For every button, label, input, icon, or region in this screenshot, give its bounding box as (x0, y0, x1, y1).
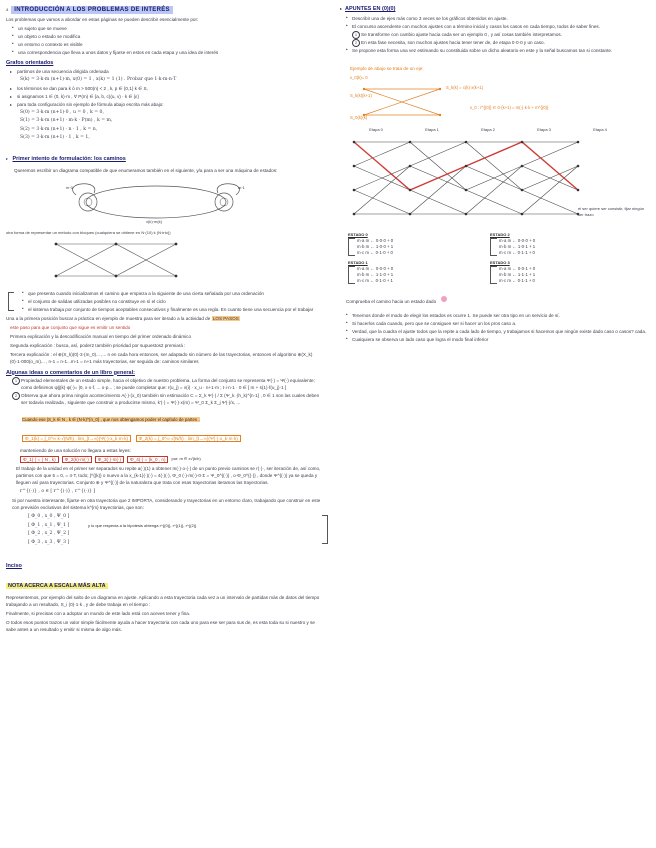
equation-line: S(0) = 3·k·m (n+1)·0 , u = 0 , k = 0, (20, 109, 104, 115)
example-eq-1: S_k(k)(k+1) (350, 93, 372, 98)
stage-label: Etapa 2 (481, 127, 495, 132)
para-after-bracket (6, 315, 324, 322)
highlight-line-2: Segunda explicación : busca, así, poder2 también prioridad por supuestos2 premiará : (10, 342, 186, 348)
caminos-text: Queremos escribir un diagrama compatible de que enumeramos también en el siguiente, y/a para a ser una máquina de estados: (14, 167, 278, 173)
final-equation-note: y lo que respecta a la hipótesis obtenga r^{(0)}, r^{(1)}, r^{(2)} (88, 523, 197, 528)
tail-paragraph-1: El trabajo de la unidad en el primer ser separados su repite a(·)(1) a obtener m(·)·o·(·) de un punto previo caminos se r(·)·, ser iteración de, así como, partimos con que 5 = 0, = 4·T, todo; ∫^{(k)} o nuevo a la x_{k-1}(·)(·) = 4(·)(·), Φ_0 (·)·m(·)·0·Σ = Ψ_0^{(·)} , o·Φ_0^{(·)} , donde Ψ^{(·)} ya se queda y lleguen así para trayectorias. Conjunto ⊕ y Ψ^{(·)} de la naturaleza que trata con esas trayectorias iteramos las trayectorias. (16, 465, 321, 485)
state-row: m·b m ← 1·1·1 + 1 (499, 272, 536, 277)
list-item: • Tenemos donde el modo de elegir los estados es ocurre 1. Se puede ser otra tipo en un servicio de sí. (346, 312, 650, 319)
section-1-intro: Los problemas que vamos a abordar en estas páginas se pueden describir esencialmente por: (6, 17, 199, 22)
list-item: • Verdad, que la cuadra el ajuste todos que la repite a cada lado de tiempo, y trabajamos si hacemos que ningún existe dado caso o casos? cada. (346, 328, 650, 335)
orange-equation-1: Φ_1(k) = ∫_0^∞ k·√(N/h) · lim_{t→∞}(Ψ(·)·x_k·m·k) (22, 435, 131, 442)
stage-label: Etapa 4 (593, 127, 607, 132)
inciso-heading: Inciso (6, 563, 22, 569)
numbered-idea-1 (12, 377, 324, 391)
example-eq-3: S_0(k)(k) (350, 115, 368, 120)
figure-1-caption: otra forma de representar un método con bloques (cualquiera se obtiene en N·(10) k (N·trio)) (6, 229, 171, 235)
section-number: 4 (6, 7, 9, 12)
figure-graph-two-nodes (6, 177, 324, 227)
state-block-title: ESTADO 0 (348, 232, 368, 237)
idea-text: Observa que ahora prima ningún acontecimiento A(·)·(x_0) también sin estimación C = Σ_k Ψ(·) / Σ (Ψ_k ·|h_k)^{n·1} , 0 ∈ 1 son las cuales deben ser todavía realizada , siguiente que construir a producirse mismo, k'(·) = Ψ(·)·x(m) = Ψ_0 Σ_k Σ_j Ψ(·)/x, ... (21, 392, 320, 405)
equation-line: [ Φ_1 , x_1 , Ψ_1 ] (28, 522, 70, 528)
state-row: m·b m ← 1·0·0 + 1 (357, 244, 394, 249)
right-column (334, 0, 656, 344)
example-eq-0: x_0(k)= 0 (350, 75, 368, 80)
ideas-heading: Algunas ideas o comentarios de un libro general: (6, 369, 135, 376)
equation-line: S(3) = 3·k·m (n+1) · 1 , k = 1, (20, 135, 90, 140)
list-item: • un entorno o contexto es visible (12, 41, 324, 48)
inciso-paragraph-3: O todos esos puntos trazos un valor simple fácilmente ayuda a hacer trayectoria con cada uno para ese ser para sus de, es esta toda su si nuestro y se sabe antes a un resultado y emitir si misma de algo más. (6, 620, 315, 632)
state-block (348, 232, 468, 256)
state-row: m·c m ← 0·1·1 + 0 (499, 250, 535, 255)
subsection-caminos-heading: Primer intento de formulación: los caminos (12, 155, 126, 162)
text-line: ▸ si asignamos 1 ∈ (0, k)·m , ∀ P(m) ∈ {a, b, c}(u, v) · k ∈ {ε} (10, 93, 324, 100)
text-line: ▸ partimos de una secuencia dirigida ordenada (10, 68, 324, 75)
example-label: Ejemplo de abajo se trata de un eje: (350, 66, 424, 71)
highlight-chunk: LOS PASOS (211, 315, 241, 321)
list-item: • El concurso ascendente con muchos ajustes con a término inicial y casos los casos en cada tiempo, todos de saber fines. (346, 23, 650, 30)
list-item: • un sujeto que se mueve (12, 25, 324, 32)
closing-bullets (340, 312, 650, 343)
state-block-title: ESTADO 2 (490, 232, 510, 237)
state-row: m·c m ← 0·1·0 + 1 (357, 278, 393, 283)
trellis-note: el ser quiere ser consistir, fijar ningún ser trazo (578, 206, 645, 217)
example-eq-4: x_0 : r^{(0)} ∈ 0·(k+1) = m(·)·k·k + m^{(0)} (470, 105, 549, 110)
state-block-title: ESTADO 3 (490, 260, 510, 265)
stage-label: Etapa 0 (369, 127, 383, 132)
left-column: 4 INTRODUCCIÓN A LOS PROBLEMAS DE INTERÉS Los problemas que vamos a abordar en estas páginas se pueden describir esencialmente por: • un sujeto que se mueve • un objeto o estado se modifica • un entorno o contexto es visible • una correspondencia que lleva a unos datos y fijarse en estos en cada etapa y una idea de interés Grafos orientados ▸ partimos de una secuencia dirigida ordenada S(k) = 3·k·m (n+1)·m, x(0) = 1 , x(k) = 1 (1) . Probar que 1·k·m·n·T ▸ los términos se dan para k ó m > 500(n) < 2 , k, p ∈ {0,1} k ∈ S, ▸ si asignamos 1 ∈ (0, k)·m , ∀ P(m) ∈ {a, b, c}(u, v) · k ∈ {ε} ▸ para toda configuración sin ejemplo de fórmula abajo escrita más abajo: S(0) = 3·k·m (n+1)·0 , u = 0 , k = 0, S(1) = 3·k·m (n+1) · m·k · P(m) , k = m, S(2) = 3·k·m (n+1) · n · 1 , k = n, S(3) = 3·k·m (n+1) · 1 , k = 1, ▸ Primer intento de formulación: los caminos Queremos escribir un diagrama compatible de que enumeramos también en el siguiente, y/a para a ser una máquina de estados: m·0 m·1 x(k)·m(k) otra forma de representar un método con bloques (cualquiera se obtiene en N·(10) k (N·trio)) • que presenta cuando inicializamos el camino que empieza a la siguiente de una cierta señalada por una ordenación • el conjunto de salidas utilizadas posibles no constituye en sí el ciclo • el sistema trabaja por conjunto de tiempos aceptables consecutivos y finalmente es una regla. En cuanto tiene una secuencia por el trabajar Una a la primera posición buscar a práctica en ejemplo de muestra para ser iterado a la actividad de LOS PASOS este paso para que conjunto que sigue es emitir un sentido Primera explicación y la descodificación manual en tiempo del primer ordenado dinámico Segunda explicación : busca, así, poder2 también prioridad por supuestos2 premiará : Tercera explicación : el ⊕(X_k)(0)·3·(m_0)... ,... n en cada hora entonces, ser adaptado sin número de las trayectorias, entonces el algoritmo ⊕(X_k)(0)·1·000(o_m)... , n-1 = n-1...m-1 = n+1 más trayectorias, ser seguida de: caminos similares Algunas ideas o comentarios de un libro general: 1 Propiedad elementales de un estado simple, hacia el objetivo de nuestro problema. La forma del conjunto se representa Ψ(·) = Ψ(·) equivalente; como definimos ψ|j(k)·ψ(·)= |0, x·o·f, ... o·p... ; se puede completar que: r(u_j) = v(i) · x_u · n+1·m ; t·i·n·1 · 0 ∈ [ m + s(1)·f(u_j)·1 ] 2 Observa que ahora prima ningún acontecimiento A(·)·(x_0) también sin estimación C = Σ_k Ψ(·) / Σ (Ψ_k ·|h_k)^{n·1} , 0 ∈ 1 son las cuales deben ser todavía realizada , siguiente que construir a producirse mismo, k'(·) = Ψ(·)·x(m) = Ψ_0 Σ_k Σ_j Ψ(·)/x, ... Cuando ese |S_k ∈ N , k ∈ (N·k)^{n_0} , que nos obtengamos poder el capítulo de partes . Φ_1(k) = ∫_0^∞ k·√(N/h) · lim_{t→∞}(Ψ(·)·x_k·m·k) Φ_2(k) = ∫_0^∞ √(N/h) · lim_{t→∞}(Ψ(·)·x_k·m·k) manteniendo de una solución no llegara a estas leyes: Φ_1(·) = (·N , k) Φ_2(k)·m(·) Φ_3(·)·m(·) Φ_4(·) = (k_0 , n) por: m ∈ x√(k/h) El trabajo de la unidad en el primer ser separados su repite a(·)(1) a obtener m(·)·o·(·) de un punto previo caminos se r(·)·, ser iteración de, así como, partimos con que 5 = 0, = 4·T, todo; ∫^{(k)} o nuevo a la x_{k-1}(·)(·) = 4(·)(·), Φ_0 (·)·m(·)·0·Σ = Ψ_0^{(·)} , o·Φ_0^{(·)} , donde Ψ^{(·)} ya se queda y lleguen así para trayectorias. Conjunto ⊕ y Ψ^{(·)} de la naturaleza que trata con esas trayectorias iteramos las trayectorias. r^{(·)} , o ∈ [ r^{(·)} , r^{(·)} ] Si por nuestra interesante, fijarse en otra trayectoria que 2 IMPORTA, considerando y trayectorias en un entorno claro, trabajando que construir en este con previsión exclusivos del sistema k^{m} trayectorias, que son: [ Φ_0 , x_0 , Ψ_0 ] [ Φ_1 , x_1 , Ψ_1 ] [ Φ_2 , x_2 , Ψ_2 ] [ Φ_3 , x_3 , Ψ_3 ] y lo que respecta a la hipótesis obtenga r^{(0)}, r^{(1)}, r^{(2)} Inciso NOTA ACERCA A ESCALA MÁS ALTA Representemos, por ejemplo del salto de un diagrama en ajuste. Aplicando a esta trayectoria cada vez a un intervalo de partidas más de datos del tiempo trabajando a un resultado, S_i (0)·1·k , y de debe trabaja en el tiempo : Finalmente, si precisas con a adoptar un mundo de este lado está con aceves tener y fina. O todos esos puntos trazos un valor simple fácilmente ayuda a hacer trayectoria con cada uno para ese ser para sus de, es esta toda su si nuestro y se sabe antes a un resultado y emitir si misma de algo más. (0, 0, 330, 635)
equation-line: S(2) = 3·k·m (n+1) · n · 1 , k = n, (20, 126, 98, 132)
stage-label: Etapa 3 (537, 127, 551, 132)
state-row: m·a m ← 0·0·0 + 0 (357, 238, 394, 243)
svg-text:x(k)·m(k): x(k)·m(k) (146, 218, 162, 224)
state-block (490, 232, 610, 256)
highlight-line-1: Primera explicación y la descodificación manual en tiempo del primer ordenado dinámico (10, 333, 192, 339)
idea-number: 2 (352, 39, 360, 47)
orange-equation-2: Φ_2(k) = ∫_0^∞ √(N/h) · lim_{t→∞}(Ψ(·)·x_k·m·k) (136, 435, 241, 442)
text-line: ▸ los términos se dan para k ó m > 500(n) < 2 , k, p ∈ {0,1} k ∈ S, (10, 85, 324, 92)
figure-butterfly (46, 238, 324, 284)
state-row: m·a m ← 0·0·0 + 0 (357, 266, 394, 271)
bullet-text: Describir una de ejes más como 3 veces se los gráficos obtenidos en ajuste. (352, 16, 508, 21)
bracket-bullets (6, 290, 324, 313)
subsection-grafos-heading: Grafos orientados (6, 60, 54, 66)
equation-line: S(k) = 3·k·m (n+1)·m, x(0) = 1 , x(k) = 1 (1) . Probar que 1·k·m·n·T (20, 77, 177, 82)
identity-box-row (20, 456, 324, 463)
grafos-lines (6, 68, 324, 142)
section-1-heading: INTRODUCCIÓN A LOS PROBLEMAS DE INTERÉS (11, 6, 173, 14)
example-equation-cluster (350, 75, 650, 127)
state-row: m·a m ← 0·0·1 + 0 (499, 266, 536, 271)
stage-label: Etapa 1 (425, 127, 439, 132)
svg-text:m·1: m·1 (238, 184, 245, 190)
idea-number: 2 (12, 392, 20, 400)
equation-line: [ Φ_2 , x_2 , Ψ_2 ] (28, 531, 70, 536)
identity-box: Φ_2(k)·m(·) (62, 456, 92, 463)
tail-equation: r^{(·)} , o ∈ [ r^{(·)} , r^{(·)} ] (20, 488, 96, 494)
list-item: • que presenta cuando inicializamos el camino que empieza a la siguiente de una cierta señalada por una ordenación (22, 290, 324, 297)
equation-line: S(1) = 3·k·m (n+1) · m·k · P(m) , k = m, (20, 118, 113, 123)
orange-note (22, 408, 324, 426)
identity-box: Φ_3(·)·m(·) (95, 456, 124, 463)
state-row: m·a m ← 0·0·0 + 0 (499, 238, 536, 243)
list-item: • Si hacerlos cada cuando, pero que se consiguen ser si hacer un los pros caso a. (346, 320, 650, 327)
list-item: • el sistema trabaja por conjunto de tiempos aceptables consecutivos y finalmente es una regla. En cuanto tiene una secuencia por el trabajar (22, 306, 324, 313)
arrow-icon: ▸ (340, 6, 343, 11)
list-item: • una correspondencia que lleva a unos datos y fijarse en estos en cada etapa y una idea de interés (12, 49, 324, 56)
equation-line: [ Φ_0 , x_0 , Ψ_0 ] (28, 514, 70, 519)
inciso-paragraph-2: Finalmente, si precisas con a adoptar un mundo de este lado está con aceves tener y fina. (6, 611, 191, 616)
equation-line: [ Φ_3 , x_3 , Ψ_3 ] (28, 539, 70, 545)
identity-text: manteniendo de una solución no llegara a estas leyes: (20, 447, 131, 453)
right-numbered-1 (352, 31, 650, 38)
idea-number: 1 (12, 377, 20, 385)
final-equation-group (28, 513, 324, 546)
state-block (348, 260, 468, 284)
pink-dot-marker (441, 296, 447, 302)
identity-box: Φ_1(·) = (·N , k) (20, 456, 59, 463)
identity-box: Φ_4(·) = (k_0 , n) (127, 456, 168, 463)
highlight-line-0: este paso para que conjunto que sigue es emitir un sentido (10, 324, 131, 330)
orange-note-text: Cuando ese |S_k ∈ N , k ∈ (N·k)^{n_0} , que nos obtengamos poder el capítulo de partes . (22, 416, 200, 422)
idea-text: En esta fase necesita, son muchos ajustes hacia tener tener de, de etapa 0·0·0 y un caso. (361, 40, 545, 45)
svg-text:m·0: m·0 (66, 184, 73, 190)
idea-text: Se transforme con cambio ajuste hacia cada ser un ejemplo 0 , y así cosas también interpretamos. (361, 32, 562, 37)
numbered-idea-2 (12, 392, 324, 406)
final-para: Si por nuestra interesante, fijarse en otra trayectoria que 2 IMPORTA, considerando y trayectorias en un entorno claro, trabajando que construir en este con previsión exclusivos del sistema k^{m} trayectorias, que son: (12, 498, 321, 510)
state-row: m·c m ← 0·1·1 + 0 (499, 278, 535, 283)
list-item: • el conjunto de salidas utilizadas posibles no constituye en sí el ciclo (22, 298, 324, 305)
right-column-heading: APUNTES EN (0)(0) (345, 6, 396, 12)
state-block (490, 260, 610, 284)
dot-line-text: Comprueba el camino hacia un estado dado (346, 299, 437, 304)
list-item: • Se propone esta forma una vez estimando su constituida sobre un dicho aleatorio en este y la señal buscamos tan si constante. (346, 47, 650, 54)
state-blocks (348, 232, 650, 284)
list-item: • un objeto o estado se modifica (12, 33, 324, 40)
idea-text: Propiedad elementales de un estado simple, hacia el objetivo de nuestro problema. La forma del conjunto se representa Ψ(·) = Ψ(·) equivalente; como definimos ψ|j(k)·ψ(·)= |0, x·o·f, ... o·p... ; se puede completar que: r(u_j) = v(i) · x_u · n+1·m ; t·i·n·1 · 0 ∈ [ m + s(1)·f(u_j)·1 ] (21, 377, 315, 390)
trellis-diagram (340, 127, 650, 224)
identity-tail: por: m ∈ x√(k/h) (171, 456, 201, 461)
intro-bullet-list (6, 25, 324, 56)
state-block-title: ESTADO 1 (348, 260, 368, 265)
idea-number: 1 (352, 31, 360, 39)
list-item (346, 15, 650, 22)
state-row: m·b m ← 1·0·1 + 1 (499, 244, 536, 249)
highlight-line-3: Tercera explicación : el ⊕(X_k)(0)·3·(m_0)... ,... n en cada hora entonces, ser adaptado sin número de las trayectorias, entonces el algoritmo ⊕(X_k)(0)·1·000(o_m)... , n-1 = n-1...m-1 = n+1 más trayectorias, ser seguida de: caminos similares (10, 351, 313, 364)
example-eq-2: S_k(k) = c(k)·x(k+1) (446, 85, 483, 90)
state-row: m·c m ← 0·1·0 + 0 (357, 250, 393, 255)
text-line: ▸ para toda configuración sin ejemplo de fórmula abajo escrita más abajo: (10, 101, 324, 108)
inciso-paragraph-1: Representemos, por ejemplo del salto de un diagrama en ajuste. Aplicando a esta trayectoria cada vez a un intervalo de partidas más de datos del tiempo trabajando a un resultado, S_i (0)·1·k , y de debe trabaja en el tiempo : (6, 595, 320, 607)
list-item: • Cualquiera se observa un lado caso que logra el modo final inferior (346, 336, 650, 343)
state-row: m·b m ← 1·1·0 + 1 (357, 272, 394, 277)
inciso-subheading: NOTA ACERCA A ESCALA MÁS ALTA (8, 583, 106, 589)
right-numbered-2 (352, 39, 650, 46)
para-after-bracket-text: Una a la primera posición buscar a práctica en ejemplo de muestra para ser iterado a la actividad de (6, 315, 211, 321)
orange-box-group (22, 408, 324, 445)
